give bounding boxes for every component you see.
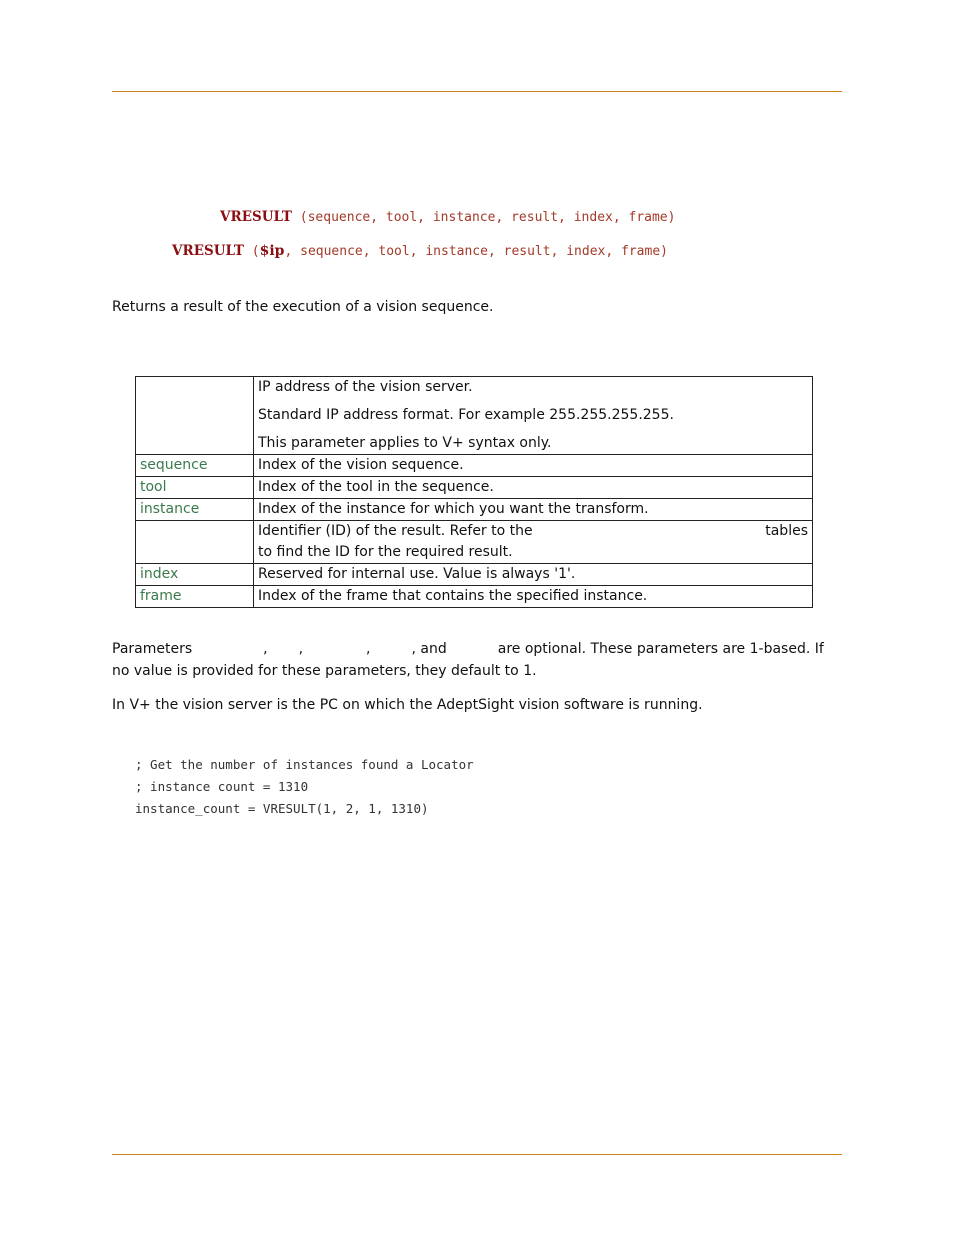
syntax-line-1 [220,209,675,225]
result-desc-c: to find the ID for the required result. [258,544,513,560]
syntax-open-paren: ( [243,244,260,259]
syntax-args: (sequence, tool, instance, result, index, frame) [291,210,676,225]
param-row-sequence [136,455,813,477]
note-comma: , [263,641,268,657]
parameters-table [135,376,813,608]
syntax-keyword: VRESULT [172,243,244,259]
optional-params-note [112,638,836,682]
param-desc [254,521,813,564]
syntax-ip-param: $ip [259,243,285,259]
param-name[interactable]: instance [136,499,254,521]
code-line: ; instance count = 1310 [135,779,309,794]
param-row-instance [136,499,813,521]
syntax-args: , sequence, tool, instance, result, index, frame) [284,244,668,259]
header-rule [112,91,842,92]
param-desc-line: IP address of the vision server. [258,379,473,395]
param-row-index [136,564,813,586]
param-desc [254,377,813,455]
param-desc: Index of the frame that contains the specified instance. [254,586,813,608]
note-parameters-word: Parameters [112,641,193,657]
footer-rule [112,1154,842,1155]
result-desc-b: tables [765,523,808,539]
note-comma: , [366,641,371,657]
syntax-keyword: VRESULT [220,209,292,225]
param-name[interactable]: sequence [136,455,254,477]
code-line: instance_count = VRESULT(1, 2, 1, 1310) [135,801,429,816]
param-name[interactable]: frame [136,586,254,608]
description: Returns a result of the execution of a vision sequence. [112,299,494,315]
result-desc-a: Identifier (ID) of the result. Refer to the [258,523,533,539]
vision-server-note: In V+ the vision server is the PC on which the AdeptSight vision software is running. [112,697,703,713]
param-row-frame [136,586,813,608]
param-desc: Index of the instance for which you want the transform. [254,499,813,521]
param-desc: Index of the tool in the sequence. [254,477,813,499]
param-row-tool [136,477,813,499]
code-line: ; Get the number of instances found a Locator [135,757,474,772]
param-desc: Reserved for internal use. Value is always '1'. [254,564,813,586]
param-name [136,521,254,564]
param-row-result [136,521,813,564]
param-name[interactable]: tool [136,477,254,499]
param-name [136,377,254,455]
note-optional-text: are optional. These parameters are 1-based. If no value is provided for these parameters, they default to 1. [112,641,824,679]
param-row-ip [136,377,813,455]
note-comma: , [298,641,304,657]
code-example [135,754,474,820]
param-desc-line [258,521,808,542]
param-name[interactable]: index [136,564,254,586]
param-desc-line: This parameter applies to V+ syntax only. [258,435,552,451]
note-and: , and [411,641,447,657]
param-desc-line: Standard IP address format. For example 255.255.255.255. [258,407,674,423]
param-desc: Index of the vision sequence. [254,455,813,477]
syntax-line-2 [172,243,668,259]
